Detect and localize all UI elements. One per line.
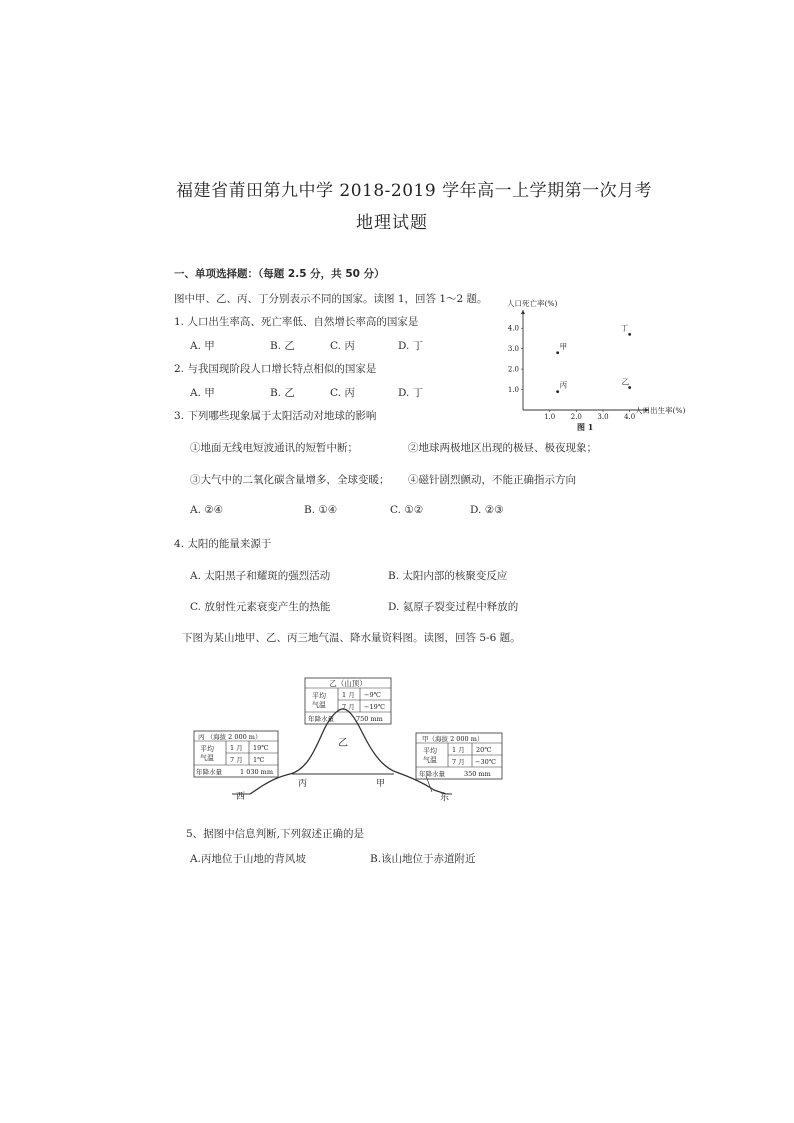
point-label-1: 乙: [621, 377, 630, 387]
q4-option-a: A. 太阳黑子和耀斑的强烈活动: [190, 570, 331, 582]
question-2-stem: 2. 与我国现阶段人口增长特点相似的国家是: [174, 363, 377, 375]
chart-title: 图 1: [577, 422, 594, 432]
yi-m7: 7 月: [342, 703, 355, 711]
q4-option-b: B. 太阳内部的核聚变反应: [388, 570, 508, 582]
yi-temp: 气温: [312, 701, 326, 709]
jia-rain: 350 mm: [464, 770, 491, 778]
q2-option-c: C. 丙: [330, 387, 355, 399]
yi-rain: 750 mm: [356, 715, 383, 723]
q3-statement-1: ①地面无线电短波通讯的短暂中断；: [190, 442, 358, 454]
y-tick-label-1: 2.0: [507, 365, 519, 374]
q2-option-b: B. 乙: [270, 387, 295, 399]
east-label: 东: [440, 793, 450, 803]
jia-t7: −30℃: [475, 758, 496, 766]
bing-rain-label: 年降水量: [196, 768, 222, 776]
data-point-1: [628, 386, 631, 389]
west-label: 西: [236, 792, 246, 802]
jia-m7: 7 月: [452, 758, 465, 766]
y-axis-label: 人口死亡率(%): [507, 299, 558, 308]
q3-option-d: D. ②③: [470, 504, 504, 516]
q3-statement-2: ②地球两极地区出现的极昼、极夜现象；: [408, 442, 597, 454]
point-label-0: 甲: [559, 341, 568, 351]
bing-ground-label: 丙: [298, 779, 308, 789]
bing-m7: 7 月: [230, 756, 243, 764]
page-title: 福建省莆田第九中学 2018-2019 学年高一上学期第一次月考: [176, 181, 653, 201]
bing-t7: 1℃: [253, 756, 265, 764]
jia-temp: 气温: [423, 756, 437, 764]
x-tick-label-1: 2.0: [570, 413, 582, 421]
y-tick-label-0: 1.0: [507, 386, 519, 395]
q3-statement-3: ③大气中的二氧化碳含量增多，全球变暖；: [190, 474, 390, 486]
q3-option-c: C. ①②: [390, 504, 424, 516]
bing-t1: 19℃: [253, 744, 269, 752]
question-1-stem: 1. 人口出生率高、死亡率低、自然增长率高的国家是: [174, 316, 419, 328]
data-point-3: [628, 333, 631, 336]
q3-option-b: B. ①④: [304, 504, 338, 516]
q1-option-b: B. 乙: [270, 340, 295, 352]
question-4-stem: 4. 太阳的能量来源于: [174, 538, 272, 550]
bing-avg: 平均: [200, 745, 214, 753]
yi-head: 乙（山顶）: [329, 679, 367, 688]
data-point-0: [556, 351, 559, 354]
q1-option-a: A. 甲: [190, 340, 215, 352]
q4-option-d: D. 氦原子裂变过程中释放的: [388, 601, 519, 613]
yi-t1: −9℃: [364, 691, 381, 699]
data-point-2: [556, 390, 559, 393]
jia-t1: 20℃: [476, 746, 492, 754]
bing-temp: 气温: [200, 754, 214, 762]
table-jia: [414, 731, 504, 781]
q5-option-b: B.该山地位于赤道附近: [370, 853, 476, 865]
jia-head: 甲（海拔 2 000 m）: [422, 735, 484, 743]
q4-option-c: C. 放射性元素衰变产生的热能: [190, 601, 331, 613]
jia-ground-label: 甲: [376, 779, 386, 789]
point-label-3: 丁: [620, 323, 629, 333]
q3-option-a: A. ②④: [190, 504, 224, 516]
x-tick-label-3: 4.0: [624, 413, 636, 421]
x-tick-label-2: 3.0: [597, 413, 609, 421]
x-axis-label: 人口出生率(%): [635, 406, 686, 415]
page-subtitle: 地理试题: [356, 213, 428, 233]
x-tick-label-0: 1.0: [544, 413, 556, 421]
q1-option-c: C. 丙: [330, 340, 355, 352]
jia-rain-label: 年降水量: [419, 770, 445, 778]
peak-label: 乙: [338, 738, 348, 749]
yi-rain-label: 年降水量: [308, 715, 334, 723]
bing-rain: 1 030 mm: [240, 768, 274, 776]
q1-option-d: D. 丁: [398, 340, 424, 352]
yi-t7: −19℃: [364, 703, 385, 711]
figure-1-chart: [495, 299, 686, 432]
yi-avg: 平均: [312, 692, 326, 700]
jia-avg: 平均: [423, 747, 437, 755]
section-heading: 一、单项选择题：（每题 2.5 分，共 50 分）: [174, 268, 385, 280]
q2-option-d: D. 丁: [398, 387, 424, 399]
q5-option-a: A.丙地位于山地的背风坡: [190, 853, 306, 865]
yi-m1: 1 月: [342, 691, 355, 699]
table-yi: [305, 678, 391, 724]
bing-m1: 1 月: [230, 744, 243, 752]
mountain-intro: 下图为某山地甲、乙、丙三地气温、降水量资料图。读图，回答 5-6 题。: [182, 632, 521, 644]
question-3-stem: 3. 下列哪些现象属于太阳活动对地球的影响: [174, 410, 377, 422]
question-5-stem: 5、据图中信息判断,下列叙述正确的是: [186, 828, 365, 840]
y-tick-label-3: 4.0: [507, 324, 519, 333]
bing-head: 丙 （海拔 2 000 m）: [198, 733, 262, 741]
jia-m1: 1 月: [452, 746, 465, 754]
point-label-2: 丙: [559, 380, 568, 390]
section-intro: 图中甲、乙、丙、丁分别表示不同的国家。读图 1，回答 1～2 题。: [174, 293, 488, 305]
y-tick-label-2: 3.0: [507, 345, 519, 354]
q2-option-a: A. 甲: [190, 387, 215, 399]
table-bing: [194, 731, 278, 777]
q3-statement-4: ④磁针剧烈颤动，不能正确指示方向: [408, 474, 576, 486]
y-axis-arrow: [521, 310, 525, 314]
